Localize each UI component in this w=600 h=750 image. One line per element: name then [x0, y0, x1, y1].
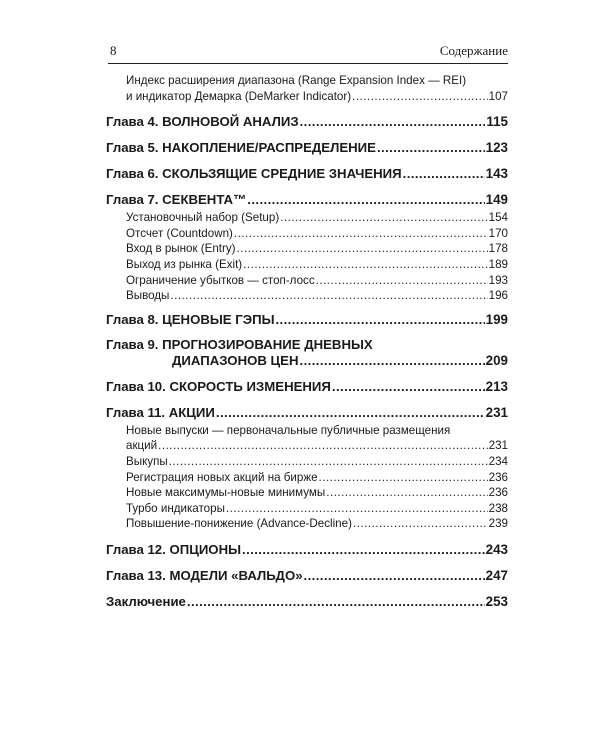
leader-dots — [242, 542, 485, 558]
page-ref: 231 — [488, 439, 508, 453]
page-ref: 239 — [488, 517, 508, 531]
leader-dots — [187, 594, 485, 610]
toc-chapter-6[interactable] — [106, 166, 508, 182]
toc-chapter-8[interactable] — [106, 312, 508, 328]
toc-section[interactable] — [106, 257, 508, 273]
section-label: Вход в рынок (Entry) — [126, 242, 236, 256]
page-ref: 247 — [485, 567, 508, 583]
section-label: Установочный набор (Setup) — [126, 211, 280, 225]
toc-section[interactable] — [106, 485, 508, 501]
section-label: Выкупы — [126, 454, 168, 468]
toc-section[interactable] — [106, 501, 508, 517]
chapter-title: Глава 13. МОДЕЛИ «ВАЛЬДО» — [106, 567, 303, 583]
toc-section[interactable] — [106, 226, 508, 242]
leader-dots — [226, 501, 488, 517]
page-ref: 107 — [488, 89, 508, 103]
leader-dots — [300, 353, 485, 369]
page-ref: 209 — [485, 352, 508, 368]
leader-dots — [234, 226, 488, 242]
section-label: Повышение-понижение (Advance-Decline) — [126, 517, 352, 531]
table-of-contents — [106, 73, 508, 610]
chapter-title: Глава 4. ВОЛНОВОЙ АНАЛИЗ — [106, 114, 299, 130]
chapter-7-sections — [106, 210, 508, 304]
leader-dots — [316, 273, 488, 289]
leader-dots — [353, 516, 488, 532]
section-label: Выводы — [126, 289, 170, 303]
leader-dots — [216, 405, 485, 421]
toc-chapter-10[interactable] — [106, 379, 508, 395]
leader-dots — [247, 192, 484, 208]
page-ref: 189 — [488, 257, 508, 271]
toc-section-ipo[interactable] — [106, 423, 508, 454]
page-ref: 236 — [488, 470, 508, 484]
toc-entry-label: Индекс расширения диапазона (Range Expansion Index — REI) — [126, 74, 467, 87]
chapter-title: Глава 11. АКЦИИ — [106, 404, 215, 420]
toc-chapter-9[interactable] — [106, 337, 508, 369]
leader-dots — [169, 454, 488, 470]
chapter-title: Глава 12. ОПЦИОНЫ — [106, 541, 241, 557]
leader-dots — [326, 485, 487, 501]
leader-dots — [377, 140, 485, 156]
page-ref: 234 — [488, 454, 508, 468]
chapter-title: Глава 10. СКОРОСТЬ ИЗМЕНЕНИЯ — [106, 378, 331, 394]
toc-section[interactable] — [106, 241, 508, 257]
page-ref: 178 — [488, 242, 508, 256]
page-ref: 193 — [488, 273, 508, 287]
section-label: Выход из рынка (Exit) — [126, 257, 243, 271]
page-ref: 199 — [485, 311, 508, 327]
page-ref: 149 — [485, 192, 508, 208]
chapter-title: Глава 5. НАКОПЛЕНИЕ/РАСПРЕДЕЛЕНИЕ — [106, 140, 376, 156]
page-ref: 196 — [488, 289, 508, 303]
chapter-title: Глава 8. ЦЕНОВЫЕ ГЭПЫ — [106, 311, 275, 327]
toc-section[interactable] — [106, 288, 508, 304]
page-ref: 238 — [488, 501, 508, 515]
page-ref: 115 — [486, 114, 508, 130]
page-number: 8 — [110, 43, 117, 58]
page-ref: 123 — [485, 140, 508, 156]
section-label: Ограничение убытков — стоп-лосс — [126, 273, 315, 287]
chapter-title: Глава 9. ПРОГНОЗИРОВАНИЕ ДНЕВНЫХ — [106, 336, 373, 352]
section-label: Новые выпуски — первоначальные публичные размещения — [126, 423, 451, 437]
page-ref: 170 — [488, 226, 508, 240]
leader-dots — [170, 288, 487, 304]
chapter-title: Заключение — [106, 593, 186, 609]
leader-dots — [319, 470, 488, 486]
toc-chapter-13[interactable] — [106, 568, 508, 584]
section-label-continued: акций — [126, 439, 158, 453]
toc-conclusion[interactable] — [106, 594, 508, 610]
chapter-11-sections — [106, 423, 508, 532]
leader-dots — [158, 438, 488, 454]
chapter-title: Глава 6. СКОЛЬЗЯЩИЕ СРЕДНИЕ ЗНАЧЕНИЯ — [106, 166, 402, 182]
toc-section[interactable] — [106, 454, 508, 470]
leader-dots — [237, 241, 488, 257]
leader-dots — [304, 568, 485, 584]
toc-section[interactable] — [106, 210, 508, 226]
leader-dots — [403, 166, 485, 182]
toc-entry-rei[interactable] — [106, 73, 508, 104]
toc-entry-label: и индикатор Демарка (DeMarker Indicator) — [126, 89, 352, 103]
page-ref: 253 — [485, 593, 508, 609]
leader-dots — [280, 210, 487, 226]
section-label: Регистрация новых акций на бирже — [126, 470, 318, 484]
section-label: Турбо индикаторы — [126, 501, 225, 515]
page-ref: 243 — [485, 541, 508, 557]
page-ref: 213 — [485, 378, 508, 394]
leader-dots — [352, 89, 488, 105]
page-ref: 236 — [488, 486, 508, 500]
chapter-title-continued: ДИАПАЗОНОВ ЦЕН — [172, 352, 299, 368]
leader-dots — [332, 379, 485, 395]
page-ref: 231 — [485, 404, 508, 420]
chapter-title: Глава 7. СЕКВЕНТА™ — [106, 192, 247, 208]
leader-dots — [300, 114, 486, 130]
toc-chapter-4[interactable] — [106, 114, 508, 130]
leader-dots — [275, 312, 484, 328]
toc-section[interactable] — [106, 470, 508, 486]
toc-section[interactable] — [106, 516, 508, 532]
section-label: Новые максимумы-новые минимумы — [126, 486, 326, 500]
toc-chapter-5[interactable] — [106, 140, 508, 156]
leader-dots — [243, 257, 488, 273]
toc-chapter-12[interactable] — [106, 542, 508, 558]
toc-chapter-7[interactable] — [106, 192, 508, 208]
section-title: Содержание — [439, 43, 508, 58]
page-ref: 143 — [485, 166, 508, 182]
section-label: Отсчет (Countdown) — [126, 226, 233, 240]
running-header — [108, 43, 508, 64]
toc-section[interactable] — [106, 273, 508, 289]
page-ref: 154 — [488, 211, 508, 225]
toc-chapter-11[interactable] — [106, 405, 508, 421]
